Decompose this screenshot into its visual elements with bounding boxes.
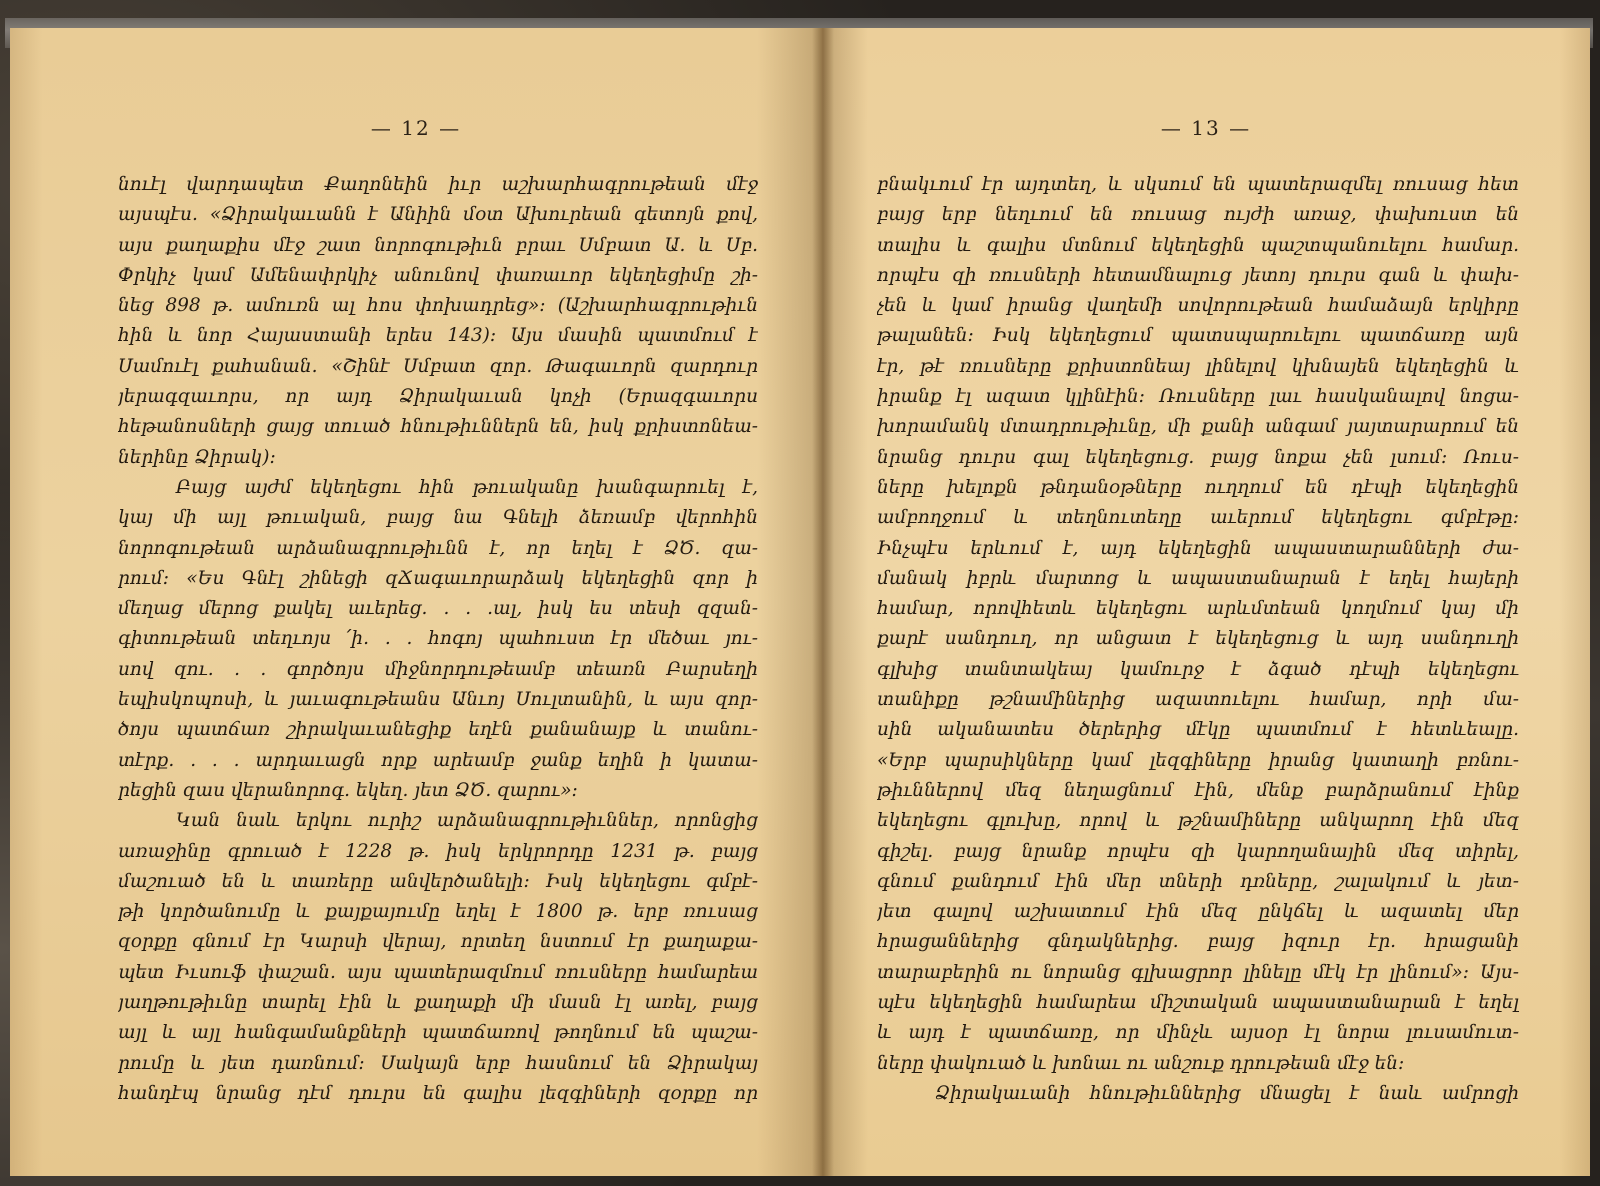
left-page-text [118, 170, 758, 1109]
text-line: տէրք․ . . ․ արդաւացն որք արեամբ ջանք եղին ի կատա- [118, 749, 758, 771]
text-line: զօրքը գնում էր Կարսի վերայ, որտեղ նստում էր քաղաքա- [118, 931, 758, 953]
text-line: չեն և կամ իրանց վաղեմի սովորութեան համաձայն երկիրը [877, 295, 1519, 317]
text-line: համար, որովհետև եկեղեցու արևմտեան կողմում կայ մի [877, 598, 1519, 620]
text-line: տարաբերին ու նորանց գլխացրոր լինելը մէկ էր լինում»։ Այս- [877, 961, 1519, 983]
right-page [822, 28, 1590, 1176]
text-line: նուէլ վարդապետ Քաղոնեին իւր աշխարհագրութեան մէջ [118, 174, 758, 195]
text-line: Բայց այժմ եկեղեցու հին թուականը խանգարուել է, [176, 476, 758, 498]
text-line: այս քաղաքիս մէջ շատ նորոգութիւն բրաւ Սմբատ Ա. և Սբ. [118, 234, 758, 256]
text-line: մաշուած են և տառերը անվերծանելի։ Իսկ եկեղեցու գմբէ- [118, 870, 758, 892]
text-line: մեղաց մերոց քակել աւերեց․ . . ․ալ, իսկ ես տեսի զզան- [118, 598, 758, 620]
text-line: «Երբ պարսիկները կամ լեզգիները իրանց կատաղի բռնու- [877, 749, 1519, 771]
text-line: սով զու․ . . գործոյս միջնորդութեամբ տեառն Բարսեղի [118, 658, 758, 680]
open-book [10, 28, 1590, 1176]
text-line: Կան նաև երկու ուրիշ արձանագրութիւններ, որոնցից [176, 810, 758, 832]
text-line: եկեղեցու գլուխը, որով և թշնամիները անկարող էին մեզ [877, 810, 1519, 832]
text-line: խորամանկ մտադրութիւնը, մի քանի անգամ յայտարարում են [877, 416, 1519, 438]
text-line: առաջինը գրուած է 1228 թ. իսկ երկրորդը 1231 թ. բայց [118, 840, 758, 862]
text-line: մանակ իբրև մարտոց և ապաստանարան է եղել հայերի [877, 567, 1519, 589]
text-line: իրանք էլ ազատ կլինէին։ Ռուսները լաւ հասկանալով նոցա- [877, 386, 1519, 408]
text-line: րեցին զաս վերանորոգ. եկեղ. յետ ՁԾ. զարու»։ [118, 779, 578, 801]
text-line: գիտութեան տեղւոյս ՛ի․ . . հոգոյ պահուստ էր մեծաւ յու- [118, 628, 758, 650]
text-line: գնում քանդում էին մեր տների դռները, շալակում և յետ- [877, 870, 1519, 892]
text-line: կայ մի այլ թուական, բայց նա Գնելի ձեռամբ վերոհին [118, 507, 758, 529]
text-line: նորոգութեան արձանագրութիւնն է, որ եղել է ՁԾ. զա- [118, 537, 758, 559]
text-line: յաղթութիւնը տարել էին և քաղաքի մի մասն էլ առել, բայց [118, 992, 758, 1014]
text-line: հրացաններից գնդակներից. բայց իզուր էր. հրացանի [877, 931, 1519, 953]
text-line: տալիս և գալիս մտնում եկեղեցին պաշտպանուելու համար. [877, 234, 1519, 256]
text-line: բնակւում էր այդտեղ, և սկսում են պատերազմել ռուսաց հետ [877, 174, 1519, 195]
text-line: ամբողջում և տեղնուտեղը աւերում եկեղեցու գմբէթը։ [877, 507, 1519, 529]
text-line: տանիքը թշնամիներից ազատուելու համար, որի մա- [877, 689, 1519, 711]
text-line: հին և նոր Հայաստանի երես 143)։ Այս մասին պատմում է [118, 325, 758, 347]
text-line: բայց երբ նեղւում են ռուսաց ույժի առաջ, փախուստ են [877, 204, 1519, 226]
text-line: եպիսկոպոսի, և յաւագութեանս Անւոյ Սուլտանին, և այս զոր- [118, 689, 758, 711]
text-line: ծոյս պատճառ շիրակաւանեցիք եղէն քանանայք և տանու- [118, 719, 758, 741]
text-line: քարէ սանդուղ, որ անցատ է եկեղեցուց և այդ սանդուղի [877, 628, 1519, 650]
text-line: նրանց դուրս գալ եկեղեցուց. բայց նոքա չեն լսում։ Ռուս- [877, 446, 1519, 468]
text-line: հանդէպ նրանց դէմ դուրս են գալիս լեզգիների զօրքը որ [118, 1082, 758, 1104]
text-line: թալանեն։ Իսկ եկեղեցում պատսպարուելու պատճառը այն [877, 325, 1519, 347]
text-line: րումը և յետ դառնում։ Սակայն երբ հասնում են Ձիրակայ [118, 1052, 758, 1074]
text-line: րում։ «Ես Գնէլ շինեցի զՃագաւորարձակ եկեղեցին զոր ի [118, 567, 758, 589]
text-line: թի կործանումը և քայքայումը եղել է 1800 թ. երբ ռուսաց [118, 901, 758, 923]
text-line: նեց 898 թ. ամուռն ալ հոս փոխադրեց»։ (Աշխարհագրութիւն [118, 295, 758, 317]
text-line: ները խելոքն թնդանօթները ուղղում են դէպի եկեղեցին [877, 476, 1519, 498]
text-line: սին ականատես ծերերից մէկը պատմում է հետևեալը. [877, 719, 1519, 741]
text-line: Սամուէլ քահանան․ «Շինէ Սմբատ զոր․ Թագաւորն զարդուր [118, 355, 758, 377]
text-line: այսպէս․ «Ձիրակաւանն է Անիին մօտ Ախուրեան գետոյն քով, [118, 204, 758, 226]
text-line: գիշել. բայց նրանք որպէս զի կարողանային մեզ տիրել, [877, 840, 1519, 862]
text-line: ներինը Ձիրակ)։ [118, 446, 276, 468]
text-line: Ձիրակաւանի հնութիւններից մնացել է նաև ամրոցի [935, 1082, 1519, 1104]
book-gutter [812, 28, 834, 1176]
text-line: գլխից տանտակեայ կամուրջ է ձգած դէպի եկեղեցու [877, 658, 1519, 680]
text-line: ները փակուած և խոնաւ ու անշուք դրութեան մէջ են։ [877, 1052, 1405, 1074]
text-line: հեթանոսների ցայց տուած հնութիւններն են, իսկ քրիստոնեա- [118, 416, 758, 438]
text-line: այլ և այլ հանգամանքների պատճառով թողնում են պաշա- [118, 1022, 758, 1044]
right-page-number: — 13 — [1160, 116, 1252, 140]
text-line: թիւններով մեզ նեղացնում էին, մենք բարձրանում էինք [877, 779, 1519, 801]
left-page [10, 28, 822, 1176]
text-line: Փրկիչ կամ Ամենափրկիչ անունով փառաւոր եկեղեցիմը շի- [118, 264, 758, 286]
right-page-text [877, 170, 1519, 1109]
text-line: և այդ է պատճառը, որ մինչև այսօր էլ նորա լուսամուտ- [877, 1022, 1519, 1044]
text-line: յետ գալով աշխատում էին մեզ ընկճել և ազատել մեր [877, 901, 1519, 923]
text-line: Ինչպէս երևում է, այդ եկեղեցին ապաստարանների ժա- [877, 537, 1519, 559]
left-page-number: — 12 — [370, 116, 462, 140]
text-line: յերագզաւորս, որ այդ Ձիրակաւան կոչի (Երազգաւորս [118, 386, 758, 408]
text-line: որպէս զի ռուսների հետամնալուց յետոյ դուրս գան և փախ- [877, 264, 1519, 286]
text-line: պէս եկեղեցին համարեա միշտական ապաստանարան է եղել [877, 992, 1519, 1014]
text-line: էր, թէ ռուսները քրիստոնեայ լինելով կխնայեն եկեղեցին և [877, 355, 1519, 377]
text-line: պետ Իւսուֆ փաշան. այս պատերազմում ռուսները համարեա [118, 961, 758, 983]
